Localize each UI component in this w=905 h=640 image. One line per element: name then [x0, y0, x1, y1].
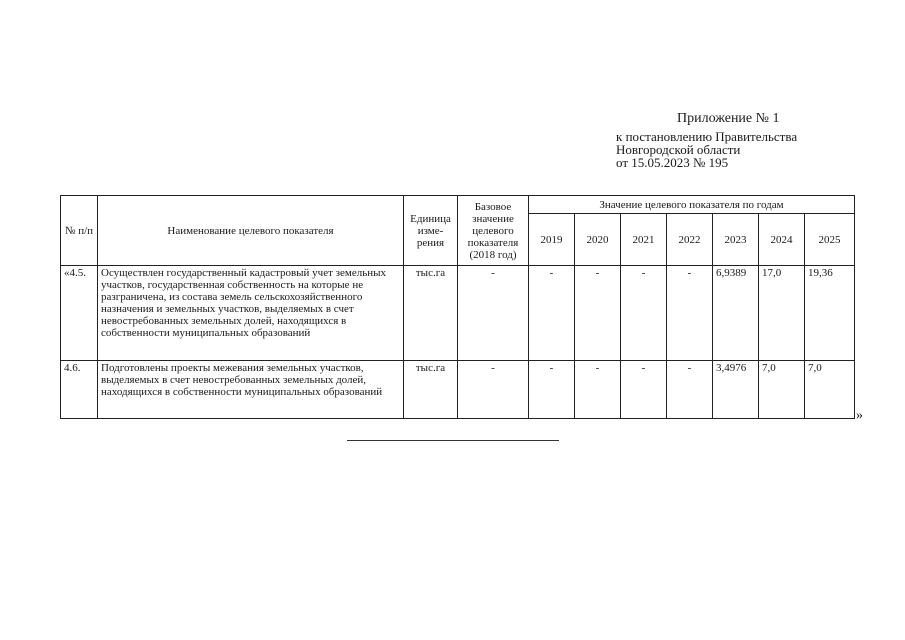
ref-line: от 15.05.2023 № 195	[616, 155, 729, 170]
row-unit: тыс.га	[404, 361, 458, 419]
row-base: -	[458, 361, 529, 419]
row-value: 6,9389	[713, 266, 759, 361]
header-name: Наименование целевого показателя	[98, 196, 404, 266]
row-value: -	[575, 361, 621, 419]
row-value: -	[667, 266, 713, 361]
row-value: -	[575, 266, 621, 361]
row-value: 3,4976	[713, 361, 759, 419]
header-num: № п/п	[61, 196, 98, 266]
closing-quote: »	[856, 408, 863, 423]
indicators-table	[60, 195, 855, 419]
row-base: -	[458, 266, 529, 361]
row-value: 17,0	[759, 266, 805, 361]
header-year: 2021	[621, 214, 667, 266]
ref-line: Новгородской области	[616, 142, 741, 157]
row-unit: тыс.га	[404, 266, 458, 361]
row-name: Осуществлен государственный кадастровый учет земельных участков, государственная собственность на которые не разграничена, из состава земель сельскохозяйственного назначения и земельных участков, выделяемых в счет невостребованных земельных долей, находящихся в собственности муниципальных образований	[98, 266, 404, 361]
row-value: -	[621, 266, 667, 361]
annex-title: Приложение № 1	[677, 111, 780, 126]
row-value: 7,0	[805, 361, 855, 419]
table-row	[61, 266, 855, 361]
row-num: «4.5.	[61, 266, 98, 361]
row-value: -	[621, 361, 667, 419]
divider-line	[347, 440, 559, 441]
resolution-reference	[616, 130, 797, 169]
header-unit: Единица изме-рения	[404, 196, 458, 266]
row-value: 7,0	[759, 361, 805, 419]
row-value: -	[529, 361, 575, 419]
ref-line: к постановлению Правительства	[616, 129, 798, 144]
table-row	[61, 361, 855, 419]
header-year: 2024	[759, 214, 805, 266]
row-num: 4.6.	[61, 361, 98, 419]
row-value: -	[667, 361, 713, 419]
header-years-group: Значение целевого показателя по годам	[529, 196, 855, 214]
header-base: Базовое значение целевого показателя (2018 год)	[458, 196, 529, 266]
header-year: 2022	[667, 214, 713, 266]
row-value: 19,36	[805, 266, 855, 361]
row-name: Подготовлены проекты межевания земельных участков, выделяемых в счет невостребованных земельных долей, находящихся в собственности муниципальных образований	[98, 361, 404, 419]
header-year: 2019	[529, 214, 575, 266]
header-year: 2025	[805, 214, 855, 266]
header-year: 2020	[575, 214, 621, 266]
row-value: -	[529, 266, 575, 361]
header-year: 2023	[713, 214, 759, 266]
